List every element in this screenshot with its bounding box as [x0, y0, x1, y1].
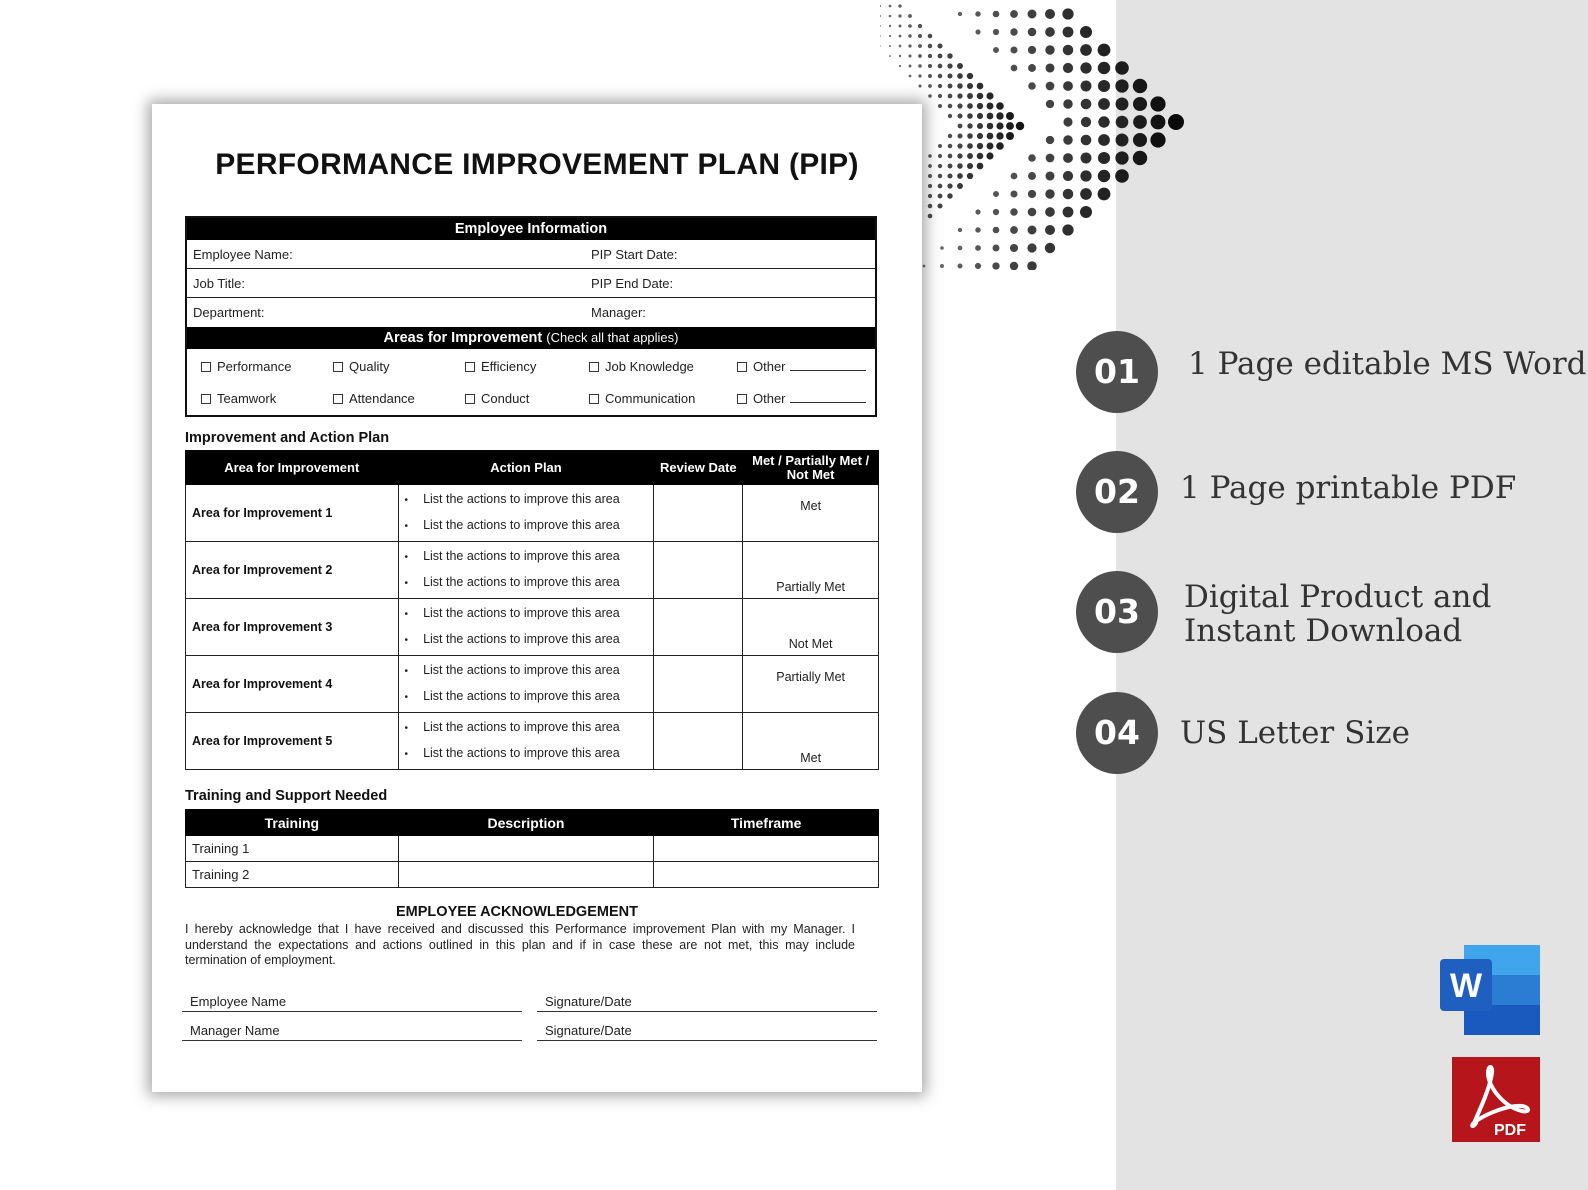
- checkbox-icon: [333, 362, 343, 372]
- action-item: • List the actions to improve this area: [405, 513, 654, 539]
- action-list[interactable]: [398, 485, 654, 542]
- feature-text: 1 Page printable PDF: [1180, 470, 1517, 506]
- checkbox-label: Efficiency: [481, 359, 537, 374]
- area-name: Area for Improvement 4: [186, 656, 399, 713]
- checkbox-performance[interactable]: [201, 359, 291, 374]
- employee-info-header: Employee Information: [187, 218, 875, 240]
- pip-document-page: [152, 104, 922, 1092]
- employee-info-row: [187, 269, 875, 298]
- action-item: • List the actions to improve this area: [405, 741, 654, 767]
- checkbox-other-2[interactable]: [737, 391, 866, 406]
- checkbox-teamwork[interactable]: [201, 391, 276, 406]
- acrobat-swirl-icon: [1452, 1057, 1540, 1142]
- status-cell[interactable]: Met: [743, 485, 879, 542]
- checkbox-quality[interactable]: [333, 359, 389, 374]
- area-name: Area for Improvement 2: [186, 542, 399, 599]
- review-date-cell[interactable]: [654, 656, 743, 713]
- word-icon-letter: W: [1449, 967, 1483, 1005]
- employee-signature-line[interactable]: Signature/Date: [537, 994, 877, 1012]
- checkbox-efficiency[interactable]: [465, 359, 536, 374]
- column-header-status: Met / Partially Met / Not Met: [743, 451, 879, 485]
- action-plan-section-label: Improvement and Action Plan: [185, 430, 390, 446]
- checkbox-icon: [201, 394, 211, 404]
- areas-header-note: (Check all that applies): [546, 330, 679, 345]
- table-row: [186, 542, 879, 599]
- action-list[interactable]: [398, 713, 654, 770]
- training-name: Training 2: [186, 862, 399, 888]
- timeframe-cell[interactable]: [654, 862, 879, 888]
- area-name: Area for Improvement 5: [186, 713, 399, 770]
- checkbox-icon: [737, 394, 747, 404]
- field-label: PIP Start Date:: [591, 247, 678, 262]
- checkbox-icon: [465, 362, 475, 372]
- checkbox-icon: [465, 394, 475, 404]
- pdf-icon-label: PDF: [1494, 1122, 1526, 1139]
- action-item: • List the actions to improve this area: [405, 487, 654, 513]
- area-name: Area for Improvement 3: [186, 599, 399, 656]
- acknowledgement-title: EMPLOYEE ACKNOWLEDGEMENT: [396, 904, 638, 920]
- status-cell[interactable]: Partially Met: [743, 542, 879, 599]
- column-header-area: Area for Improvement: [186, 451, 399, 485]
- checkbox-other[interactable]: [737, 359, 866, 374]
- status-cell[interactable]: Met: [743, 713, 879, 770]
- ms-word-icon: [1440, 945, 1540, 1035]
- feature-text: US Letter Size: [1180, 715, 1410, 751]
- field-label: Manager:: [591, 305, 646, 320]
- checkbox-icon: [589, 394, 599, 404]
- checkbox-label: Quality: [349, 359, 390, 374]
- feature-number-badge: 02: [1076, 451, 1158, 533]
- table-row: [186, 713, 879, 770]
- checkbox-icon: [333, 394, 343, 404]
- checkbox-label: Teamwork: [217, 391, 277, 406]
- review-date-cell[interactable]: [654, 599, 743, 656]
- table-row: [186, 836, 879, 862]
- feature-number-badge: 04: [1076, 692, 1158, 774]
- checkbox-attendance[interactable]: [333, 391, 415, 406]
- action-item: • List the actions to improve this area: [405, 684, 654, 710]
- action-list[interactable]: [398, 599, 654, 656]
- checkbox-label: Performance: [217, 359, 292, 374]
- action-list[interactable]: [398, 656, 654, 713]
- column-header-training: Training: [186, 810, 399, 836]
- checkbox-icon: [737, 362, 747, 372]
- halftone-dots-decoration: [880, 0, 1200, 270]
- checkbox-communication[interactable]: [589, 391, 695, 406]
- checkbox-job-knowledge[interactable]: [589, 359, 694, 374]
- checkbox-label: Communication: [605, 391, 696, 406]
- employee-info-row: [187, 298, 875, 327]
- feature-number-badge: 03: [1076, 571, 1158, 653]
- status-cell[interactable]: Not Met: [743, 599, 879, 656]
- table-row: [186, 599, 879, 656]
- feature-text: 1 Page editable MS Word: [1188, 346, 1587, 382]
- field-label: PIP End Date:: [591, 276, 674, 291]
- review-date-cell[interactable]: [654, 485, 743, 542]
- action-item: • List the actions to improve this area: [405, 627, 654, 653]
- table-row: [186, 485, 879, 542]
- checkbox-icon: [589, 362, 599, 372]
- table-row: [186, 862, 879, 888]
- acknowledgement-text: I hereby acknowledge that I have received and discussed this Performance improvement Plan with my Manager. I understand the expectations and actions outlined in this plan and if in case these are not met, this may include termination of employment.: [185, 922, 855, 967]
- checkbox-conduct[interactable]: [465, 391, 529, 406]
- feature-number-badge: 01: [1076, 331, 1158, 413]
- training-section-label: Training and Support Needed: [185, 788, 388, 804]
- column-header-action-plan: Action Plan: [398, 451, 654, 485]
- description-cell[interactable]: [398, 836, 654, 862]
- field-label: Job Title:: [193, 276, 246, 291]
- employee-name-line[interactable]: Employee Name: [182, 994, 522, 1012]
- timeframe-cell[interactable]: [654, 836, 879, 862]
- checkbox-icon: [201, 362, 211, 372]
- field-label: Department:: [193, 305, 265, 320]
- other-blank-line: [790, 402, 866, 403]
- employee-info-row: [187, 240, 875, 269]
- manager-signature-line[interactable]: Signature/Date: [537, 1023, 877, 1041]
- checkbox-label: Other: [753, 391, 786, 406]
- action-plan-table: [185, 450, 879, 770]
- checkbox-label: Job Knowledge: [605, 359, 694, 374]
- description-cell[interactable]: [398, 862, 654, 888]
- pdf-icon: [1452, 1057, 1540, 1142]
- employee-information-table: [185, 216, 877, 417]
- status-cell[interactable]: Partially Met: [743, 656, 879, 713]
- training-table: [185, 809, 879, 888]
- feature-text-line-2: Instant Download: [1184, 613, 1463, 649]
- table-row: [186, 656, 879, 713]
- document-title: PERFORMANCE IMPROVEMENT PLAN (PIP): [215, 148, 859, 181]
- training-name: Training 1: [186, 836, 399, 862]
- checkbox-label: Conduct: [481, 391, 530, 406]
- checkbox-label: Other: [753, 359, 786, 374]
- action-item: • List the actions to improve this area: [405, 570, 654, 596]
- column-header-timeframe: Timeframe: [654, 810, 879, 836]
- field-label: Employee Name:: [193, 247, 293, 262]
- feature-text: Digital Product and: [1184, 579, 1492, 615]
- areas-checkbox-grid: [187, 349, 875, 415]
- action-item: • List the actions to improve this area: [405, 715, 654, 741]
- action-item: • List the actions to improve this area: [405, 658, 654, 684]
- column-header-review-date: Review Date: [654, 451, 743, 485]
- review-date-cell[interactable]: [654, 542, 743, 599]
- areas-header-title: Areas for Improvement: [383, 330, 543, 346]
- area-name: Area for Improvement 1: [186, 485, 399, 542]
- action-item: • List the actions to improve this area: [405, 601, 654, 627]
- checkbox-label: Attendance: [349, 391, 415, 406]
- review-date-cell[interactable]: [654, 713, 743, 770]
- other-blank-line: [790, 370, 866, 371]
- manager-name-line[interactable]: Manager Name: [182, 1023, 522, 1041]
- column-header-description: Description: [398, 810, 654, 836]
- action-item: • List the actions to improve this area: [405, 544, 654, 570]
- areas-for-improvement-header: [187, 327, 875, 349]
- action-list[interactable]: [398, 542, 654, 599]
